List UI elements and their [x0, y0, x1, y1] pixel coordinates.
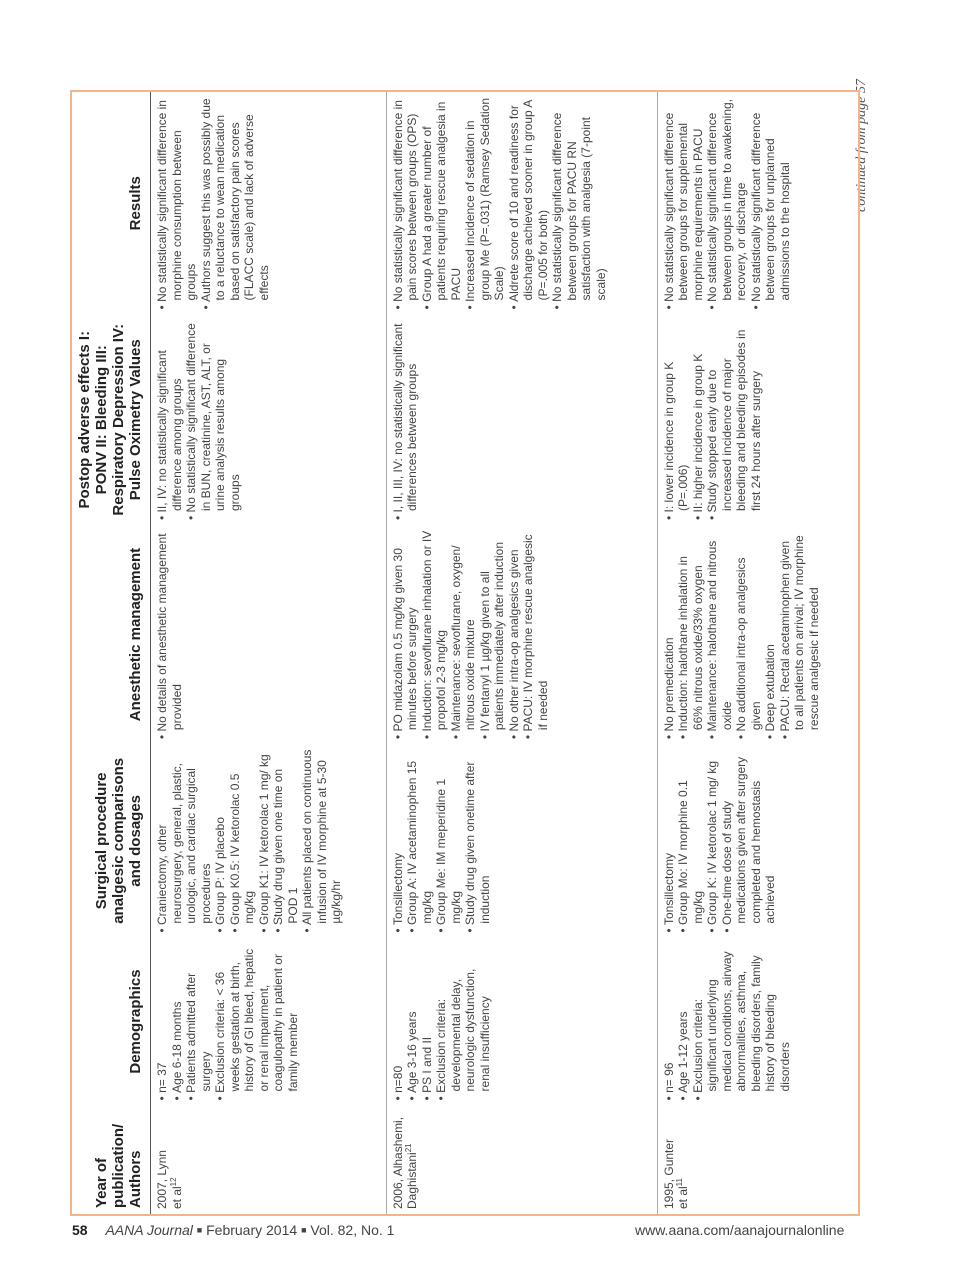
- bullet-item: • Exclusion criteria: significant underlying medical conditions, airway abnormalities, asthma, bleeding disorders, family history of bleeding disorders: [691, 943, 793, 1101]
- bullet-item: • n= 37: [155, 943, 170, 1101]
- publication-year: 1995, Gunter: [661, 1138, 676, 1209]
- rotated-table-wrapper: [70, 90, 860, 1216]
- cell-results: [151, 91, 387, 314]
- anesthetic-list: [391, 530, 551, 739]
- cell-postop: [657, 314, 859, 525]
- cell-year-authors: [151, 1105, 387, 1215]
- surgical-list: [155, 749, 344, 932]
- bullet-item: • All patients placed on continuous infusion of IV morphine at 5-30 µg/kg/hr: [300, 749, 344, 932]
- bullet-item: • Craniectomy, other neurosurgery, general, plastic, urologic, and cardiac surgical procedures: [155, 749, 213, 932]
- bullet-item: • Deep extubation: [763, 530, 778, 739]
- bullet-item: • Exclusion criteria: < 36 weeks gestation at birth, history of GI bleed, hepatic or renal impairment, coagulopathy in patient or family member: [213, 943, 300, 1101]
- authors: et al: [676, 1186, 691, 1209]
- bullet-item: • No premedication: [662, 530, 677, 739]
- results-list: [391, 97, 609, 309]
- demographics-list: [662, 943, 793, 1101]
- bullet-item: • Authors suggest this was possibly due to a reluctance to wean medication based on satisfactory pain scores (FLACC scale) and lack of adverse effects: [199, 97, 272, 309]
- journal-website-link[interactable]: www.aana.com/aanajournalonline: [635, 1222, 845, 1238]
- header-postop: Postop adverse effects I: PONV II: Bleeding III: Respiratory Depression IV: Pulse Oximetry Values: [71, 314, 151, 525]
- table-row: [657, 91, 859, 1215]
- bullet-item: • No statistically significant difference between groups in time to awakening, recovery, or discharge: [705, 97, 749, 309]
- bullet-item: • No other intra-op analgesics given: [507, 530, 522, 739]
- cell-year-authors: [386, 1105, 657, 1215]
- bullet-item: • Maintenance: halothane and nitrous oxide: [705, 530, 734, 739]
- cell-results: [657, 91, 859, 314]
- cell-results: [386, 91, 657, 314]
- bullet-item: • Patients admitted after surgery: [184, 943, 213, 1101]
- anesthetic-list: [155, 530, 184, 739]
- bullet-item: • Study drug given one time on POD 1: [271, 749, 300, 932]
- bullet-item: • PACU: IV morphine rescue analgesic if needed: [521, 530, 550, 739]
- bullet-item: • Induction: halothane inhalation in 66% nitrous oxide/33% oxygen: [676, 530, 705, 739]
- header-year-authors: Year of publication/ Authors: [71, 1105, 151, 1215]
- results-list: [662, 97, 793, 309]
- bullet-item: • Group K0.5: IV ketorolac 0.5 mg/kg: [228, 749, 257, 932]
- cell-anesthetic: [657, 525, 859, 744]
- cell-demographics: [657, 938, 859, 1106]
- cell-postop: [151, 314, 387, 525]
- cell-demographics: [386, 938, 657, 1106]
- bullet-item: • I, II, III, IV: no statistically significant differences between groups: [391, 319, 420, 520]
- bullet-item: • Tonsillectomy: [662, 749, 677, 932]
- results-list: [155, 97, 271, 309]
- bullet-item: • Group K: IV ketorolac 1 mg/ kg: [705, 749, 720, 932]
- bullet-item: • PS I and II: [420, 943, 435, 1101]
- bullet-item: • No statistically significant difference in morphine consumption between groups: [155, 97, 199, 309]
- publication-year: 2006, Alhashemi,: [390, 1116, 405, 1209]
- cell-demographics: [151, 938, 387, 1106]
- bullet-item: • Group Me: IM meperidine 1 mg/kg: [434, 749, 463, 932]
- table-row: [386, 91, 657, 1215]
- bullet-item: • No statistically significant difference between groups for supplemental morphine requirements in PACU: [662, 97, 706, 309]
- bullet-item: • No additional intra-op analgesics given: [734, 530, 763, 739]
- authors: Daghistani: [405, 1152, 420, 1209]
- surgical-list: [391, 749, 493, 932]
- reference-number: 21: [404, 1143, 414, 1153]
- surgical-list: [662, 749, 778, 932]
- table-body: [151, 91, 860, 1215]
- authors: et al: [169, 1186, 184, 1209]
- bullet-item: • IV fentanyl 1 µg/kg given to all patients immediately after induction: [478, 530, 507, 739]
- bullet-item: • No details of anesthetic management provided: [155, 530, 184, 739]
- bullet-item: • No statistically significant difference in BUN, creatinine, AST, ALT, or urine analysis results among groups: [184, 319, 242, 520]
- cell-year-authors: [657, 1105, 859, 1215]
- bullet-item: • Induction: sevoflurane inhalation or IV propofol 2-3 mg/kg: [420, 530, 449, 739]
- bullet-item: • Study stopped early due to increased incidence of major bleeding and bleeding episodes in first 24 hours after surgery: [705, 319, 763, 520]
- cell-postop: [386, 314, 657, 525]
- table-header-row: [71, 91, 151, 1215]
- issue-date: February 2014: [206, 1222, 298, 1238]
- header-surgical: Surgical procedure analgesic comparisons and dosages: [71, 744, 151, 937]
- results-table: [70, 90, 860, 1216]
- separator-square: ■: [301, 1225, 307, 1235]
- bullet-item: • Exclusion criteria: developmental delay, neurologic dysfunction, renal insufficiency: [434, 943, 492, 1101]
- cell-anesthetic: [386, 525, 657, 744]
- volume-issue: Vol. 82, No. 1: [310, 1222, 395, 1238]
- postop-list: [662, 319, 764, 520]
- bullet-item: • One-time dose of study medications given after surgery completed and hemostasis achieved: [720, 749, 778, 932]
- header-demographics: Demographics: [71, 938, 151, 1106]
- bullet-item: • Age 1-12 years: [676, 943, 691, 1101]
- cell-surgical: [151, 744, 387, 937]
- bullet-item: • Increased incidence of sedation in group Me (P=.031) (Ramsey Sedation Scale): [463, 97, 507, 309]
- page-footer: [72, 1222, 872, 1244]
- anesthetic-list: [662, 530, 822, 739]
- continued-note: continued from page 57: [854, 79, 869, 212]
- cell-anesthetic: [151, 525, 387, 744]
- reference-number: 12: [168, 1177, 178, 1187]
- cell-surgical: [386, 744, 657, 937]
- bullet-item: • Age 6-18 months: [170, 943, 185, 1101]
- header-results: Results: [71, 91, 151, 314]
- bullet-item: • No statistically significant difference between groups for unplanned admissions to the hospital: [749, 97, 793, 309]
- bullet-item: • Group A: IV acetaminophen 15 mg/kg: [405, 749, 434, 932]
- bullet-item: • No statistically significant difference in pain scores between groups (OPS): [391, 97, 420, 309]
- separator-square: ■: [196, 1225, 203, 1235]
- bullet-item: • n=80: [391, 943, 406, 1101]
- bullet-item: • PACU: Rectal acetaminophen given to all patients on arrival; IV morphine rescue analgesic if needed: [778, 530, 822, 739]
- demographics-list: [391, 943, 493, 1101]
- journal-name: AANA Journal: [105, 1222, 193, 1238]
- page-number: 58: [72, 1222, 88, 1238]
- bullet-item: • n= 96: [662, 943, 677, 1101]
- header-anesthetic: Anesthetic management: [71, 525, 151, 744]
- cell-surgical: [657, 744, 859, 937]
- publication-year: 2007, Lynn: [155, 1150, 169, 1209]
- bullet-item: • Group K1: IV ketorolac 1 mg/ kg: [257, 749, 272, 932]
- postop-list: [155, 319, 242, 520]
- bullet-item: • Group A had a greater number of patients requiring rescue analgesia in PACU: [420, 97, 464, 309]
- bullet-item: • No statistically significant difference between groups for PACU RN satisfaction with analgesia (7-point scale): [550, 97, 608, 309]
- postop-list: [391, 319, 420, 520]
- bullet-item: • Aldrete score of 10 and readiness for discharge achieved sooner in group A (P=.005 for both): [507, 97, 551, 309]
- bullet-item: • II: higher incidence in group K: [691, 319, 706, 520]
- bullet-item: • Group Mo: IV morphine 0.1 mg/kg: [676, 749, 705, 932]
- bullet-item: • II, IV: no statistically significant difference among groups: [155, 319, 184, 520]
- table-row: [151, 91, 387, 1215]
- bullet-item: • PO midazolam 0.5 mg/kg given 30 minutes before surgery: [391, 530, 420, 739]
- bullet-item: • Age 3-16 years: [405, 943, 420, 1101]
- bullet-item: • Group P: IV placebo: [213, 749, 228, 932]
- bullet-item: • Tonsillectomy: [391, 749, 406, 932]
- reference-number: 11: [675, 1178, 685, 1187]
- bullet-item: • I: lower incidence in group K (P=.006): [662, 319, 691, 520]
- bullet-item: • Study drug given onetime after induction: [463, 749, 492, 932]
- bullet-item: • Maintenance: sevoflurane, oxygen/ nitrous oxide mixture: [449, 530, 478, 739]
- demographics-list: [155, 943, 300, 1101]
